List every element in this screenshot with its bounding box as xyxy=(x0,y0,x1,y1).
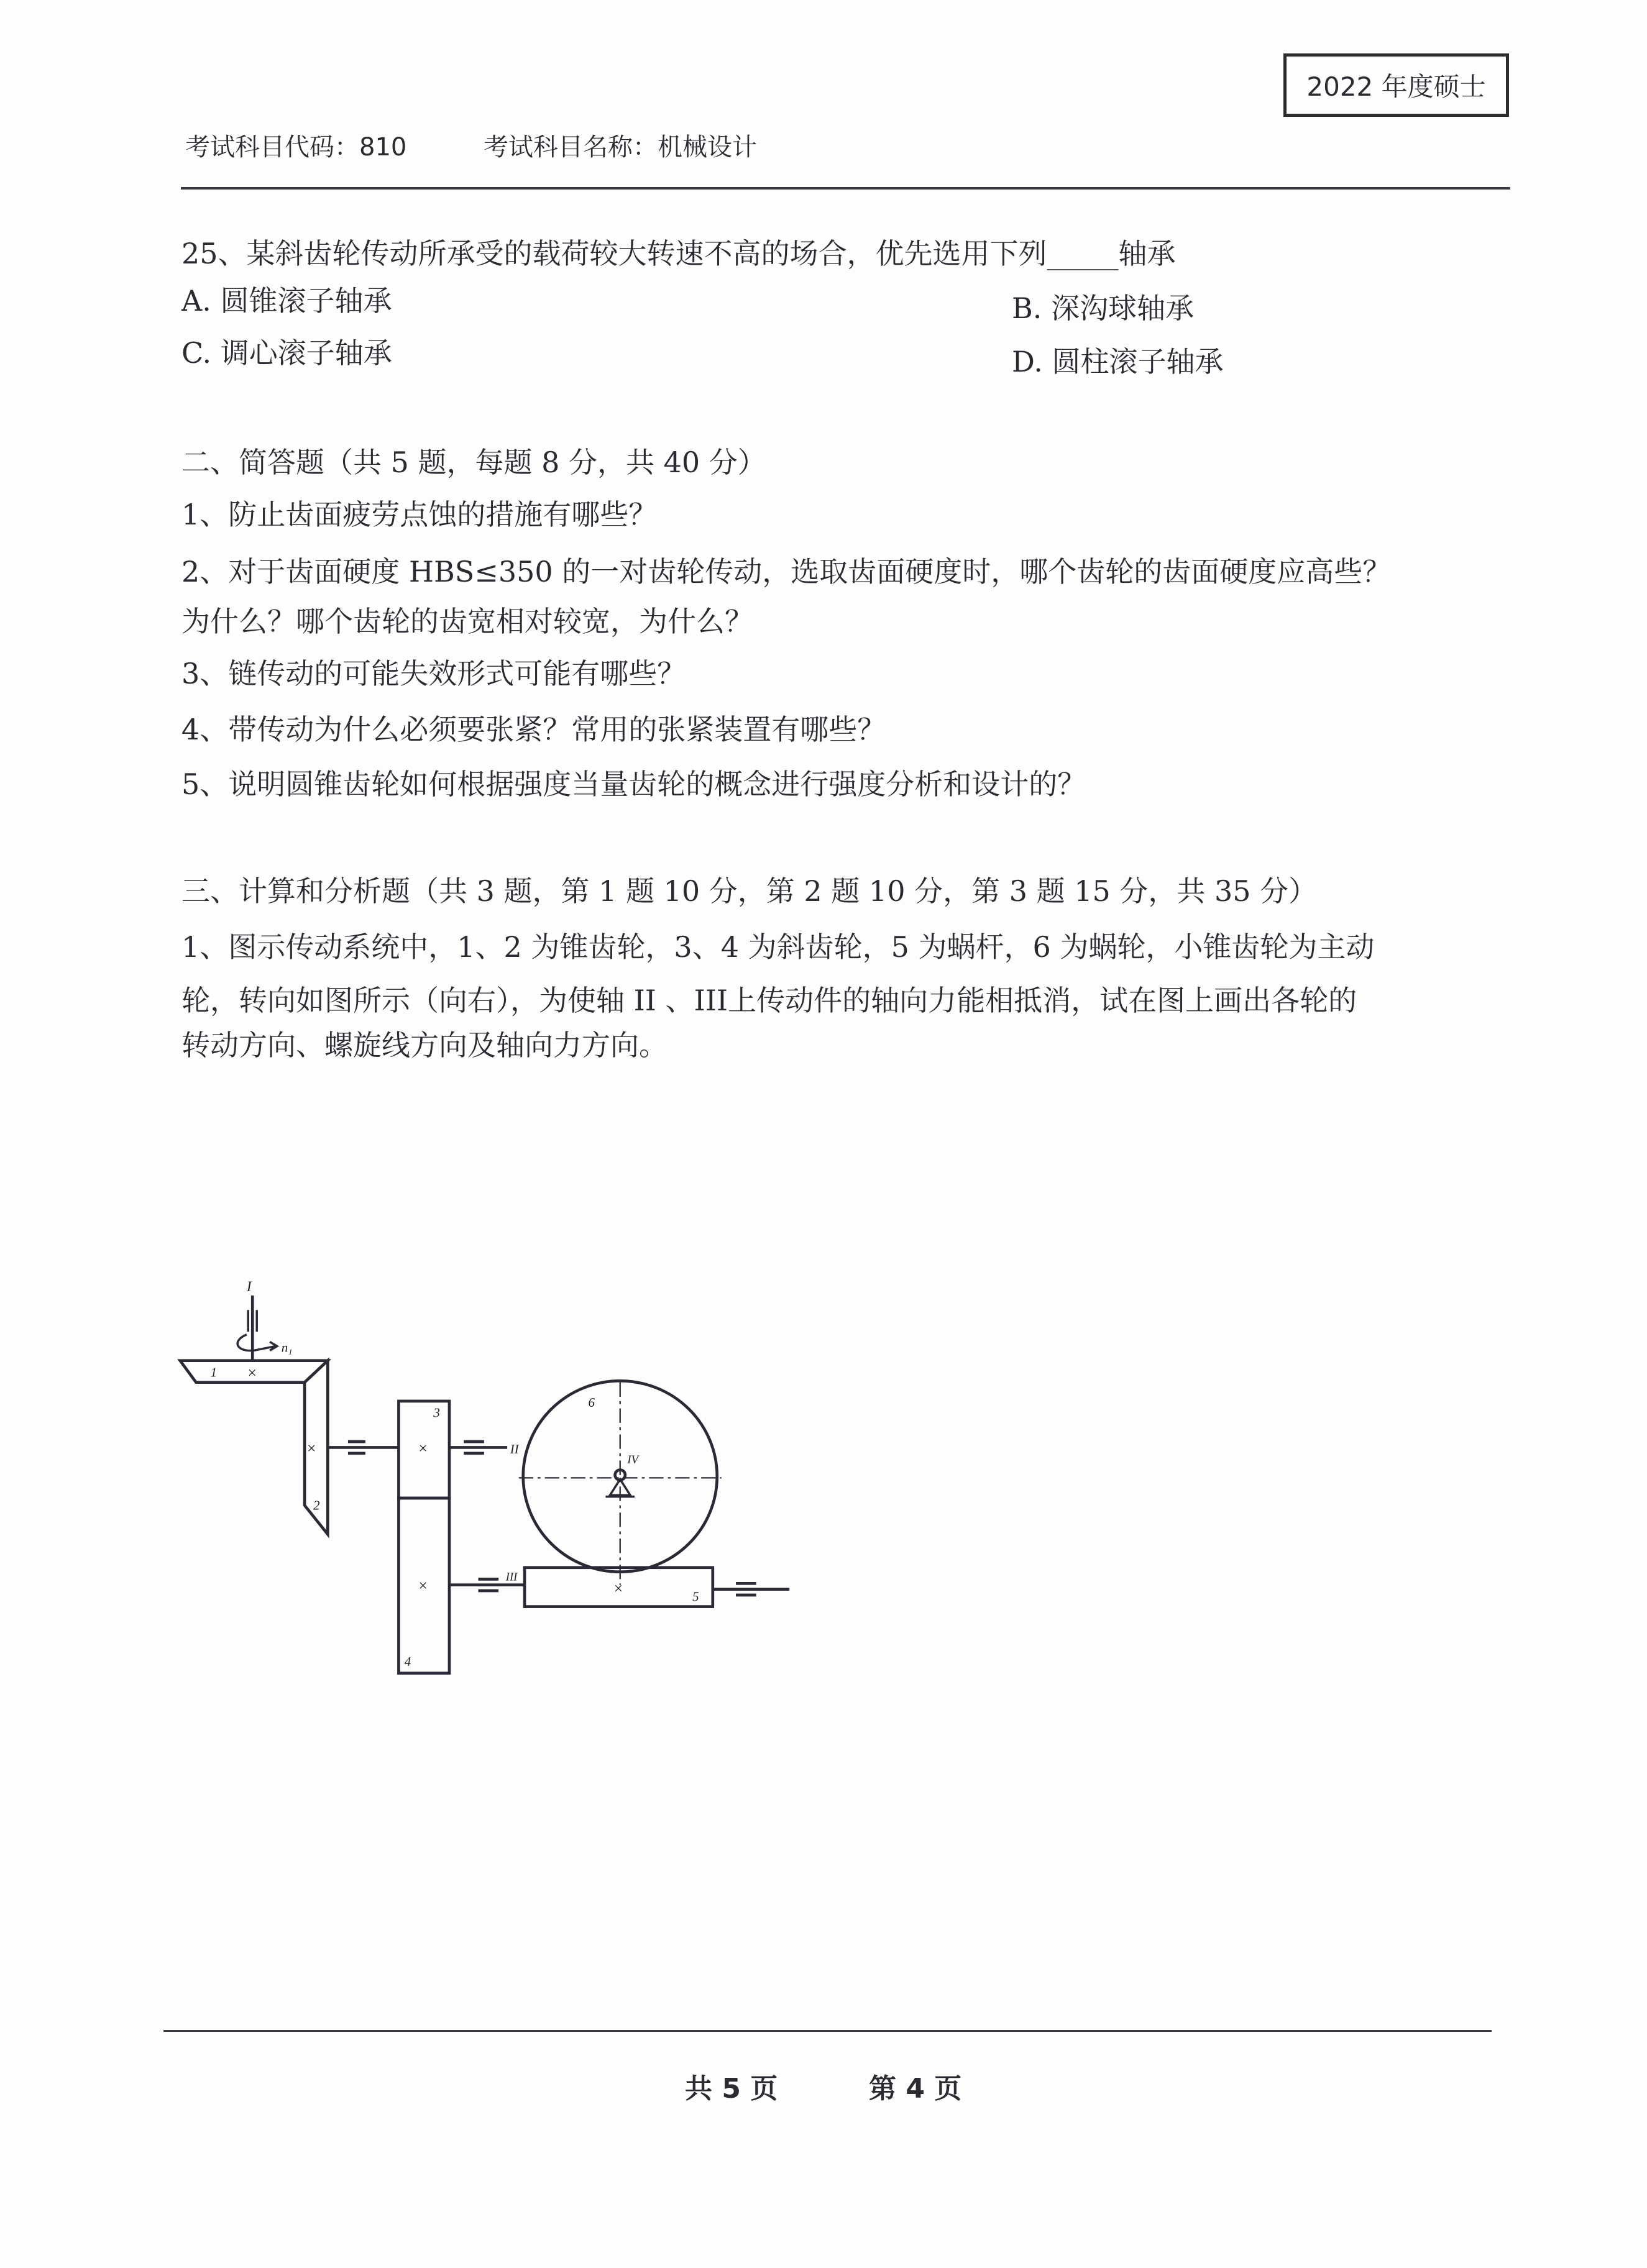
label-shaft-2: II xyxy=(510,1441,519,1456)
label-n1: n₁ xyxy=(281,1340,293,1355)
section2-line: 为什么？哪个齿轮的齿宽相对较宽，为什么？ xyxy=(181,605,753,638)
section3-title: 三、计算和分析题（共 3 题，第 1 题 10 分，第 2 题 10 分，第 3 题 15 分，共 35 分） xyxy=(181,874,1318,908)
center-mark-icon: × xyxy=(613,1579,624,1598)
center-mark-icon: × xyxy=(417,1576,429,1594)
helical-gear-3 xyxy=(398,1401,449,1498)
section2-line: 1、防止齿面疲劳点蚀的措施有哪些？ xyxy=(181,498,658,531)
subject-name: 考试科目名称：机械设计 xyxy=(484,133,757,162)
rotation-arrow-icon xyxy=(237,1335,292,1355)
q25-option-c: C. 调心滚子轴承 xyxy=(181,336,392,370)
subject-code: 考试科目代码：810 xyxy=(185,133,407,162)
label-shaft-3: III xyxy=(505,1570,518,1584)
label-gear-1: 1 xyxy=(210,1365,218,1380)
label-gear-4: 4 xyxy=(404,1654,411,1670)
section2-line: 4、带传动为什么必须要张紧？常用的张紧装置有哪些？ xyxy=(181,713,886,746)
section2-line: 2、对于齿面硬度 HBS≤350 的一对齿轮传动，选取齿面硬度时，哪个齿轮的齿面硬度应高些？ xyxy=(181,555,1392,588)
transmission-diagram xyxy=(174,1274,796,1696)
center-mark-icon: × xyxy=(417,1438,429,1457)
helical-gear-4 xyxy=(398,1498,449,1673)
shaft-3 xyxy=(449,1571,525,1591)
label-gear-5: 5 xyxy=(692,1589,699,1604)
total-pages: 共 5 页 xyxy=(685,2073,778,2105)
section3-line: 轮，转向如图所示（向右），为使轴 II 、III上传动件的轴向力能相抵消，试在图上画出各轮的 xyxy=(181,984,1357,1017)
section3-line: 1、图示传动系统中，1、2 为锥齿轮，3、4 为斜齿轮，5 为蜗杆，6 为蜗轮，小锥齿轮为主动 xyxy=(181,930,1375,964)
label-shaft-1: I xyxy=(246,1278,252,1295)
footer-divider xyxy=(163,2030,1492,2032)
section2-title: 二、简答题（共 5 题，每题 8 分，共 40 分） xyxy=(181,446,766,479)
q25-option-d: D. 圆柱滚子轴承 xyxy=(1012,345,1224,378)
section3-line: 转动方向、螺旋线方向及轴向力方向。 xyxy=(181,1028,668,1062)
bevel-gear-1 xyxy=(180,1361,328,1383)
label-gear-3: 3 xyxy=(433,1405,440,1420)
year-badge-text: 2022 年度硕士 xyxy=(1306,71,1486,102)
section2-line: 5、说明圆锥齿轮如何根据强度当量齿轮的概念进行强度分析和设计的？ xyxy=(181,767,1086,801)
section2-line: 3、链传动的可能失效形式可能有哪些？ xyxy=(181,657,686,690)
header-divider xyxy=(181,187,1510,190)
label-gear-6: 6 xyxy=(588,1395,595,1411)
label-gear-2: 2 xyxy=(313,1498,320,1513)
q25-option-a: A. 圆锥滚子轴承 xyxy=(181,284,392,318)
center-mark-icon: × xyxy=(246,1363,258,1382)
q25-option-b: B. 深沟球轴承 xyxy=(1012,291,1195,325)
label-shaft-4: IV xyxy=(627,1453,638,1467)
worm-wheel-6 xyxy=(519,1381,722,1584)
shaft-1 xyxy=(246,1279,257,1361)
worm-5 xyxy=(525,1568,789,1607)
year-badge xyxy=(1283,53,1509,117)
q25-stem: 25、某斜齿轮传动所承受的载荷较大转速不高的场合，优先选用下列_____轴承 xyxy=(181,237,1176,270)
center-mark-icon: × xyxy=(306,1438,317,1457)
current-page: 第 4 页 xyxy=(869,2073,962,2105)
bevel-gear-2 xyxy=(305,1361,328,1534)
